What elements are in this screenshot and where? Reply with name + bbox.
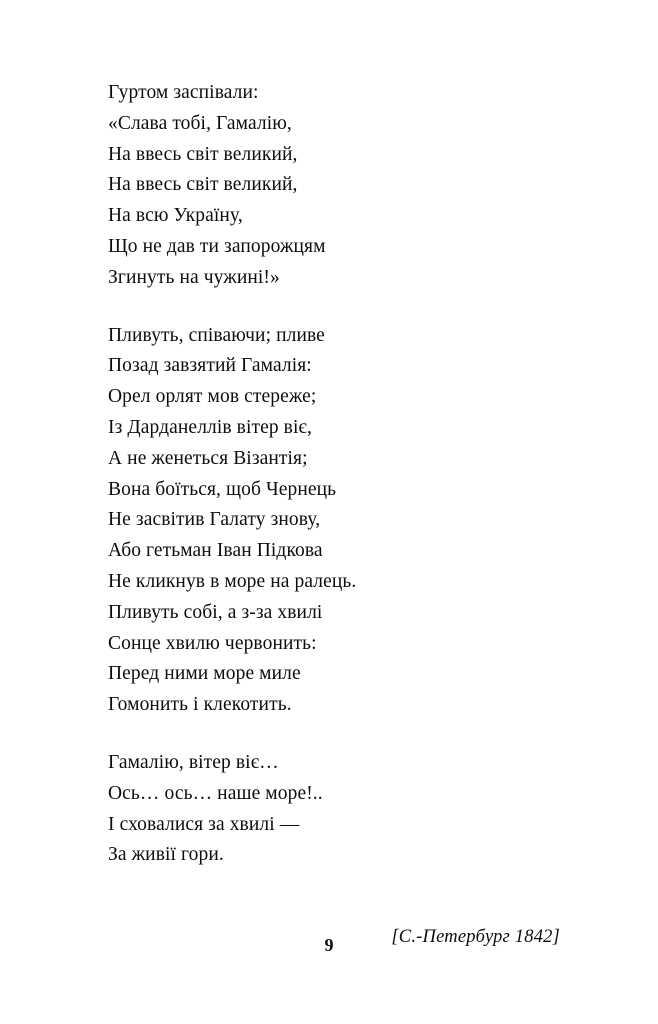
verse-line: На ввесь світ великий, bbox=[108, 143, 298, 165]
verse-line: Позад завзятий Гамалія: bbox=[108, 355, 312, 377]
poem-text bbox=[108, 78, 562, 871]
verse-line: Із Дарданеллів вітер віє, bbox=[108, 416, 312, 438]
verse-line: Гамалію, вітер віє… bbox=[108, 751, 279, 773]
verse-line: За живії гори. bbox=[108, 844, 224, 866]
verse-line: Не засвітив Галату знову, bbox=[108, 509, 321, 531]
verse-line: Орел орлят мов стереже; bbox=[108, 386, 317, 408]
verse-line: А не женеться Візантія; bbox=[108, 447, 308, 469]
verse-line: Або гетьман Іван Підкова bbox=[108, 540, 323, 562]
verse-line: На всю Україну, bbox=[108, 205, 243, 227]
page-number: 9 bbox=[324, 935, 334, 955]
place-date-colophon: [С.-Петербург 1842] bbox=[391, 927, 560, 948]
verse-line: «Слава тобі, Гамалію, bbox=[108, 112, 292, 134]
verse-line: Пливуть собі, а з-за хвилі bbox=[108, 601, 323, 623]
verse-line: Гомонить і клекотить. bbox=[108, 694, 292, 716]
stanza bbox=[108, 78, 562, 294]
verse-line: Не кликнув в море на ралець. bbox=[108, 570, 357, 592]
verse-line: Сонце хвилю червонить: bbox=[108, 632, 317, 654]
verse-line: Пливуть, співаючи; пливе bbox=[108, 324, 325, 346]
verse-line: Ось… ось… наше море!.. bbox=[108, 782, 323, 804]
verse-line: І сховалися за хвилі — bbox=[108, 813, 300, 835]
verse-line: Згинуть на чужині!» bbox=[108, 266, 280, 288]
stanza bbox=[108, 748, 562, 871]
verse-line: Перед ними море миле bbox=[108, 663, 301, 685]
stanza bbox=[108, 321, 562, 721]
verse-line: Вона боїться, щоб Чернець bbox=[108, 478, 337, 500]
verse-line: Гуртом заспівали: bbox=[108, 82, 259, 103]
verse-line: Що не дав ти запорожцям bbox=[108, 235, 326, 257]
verse-line: На ввесь світ великий, bbox=[108, 174, 298, 196]
